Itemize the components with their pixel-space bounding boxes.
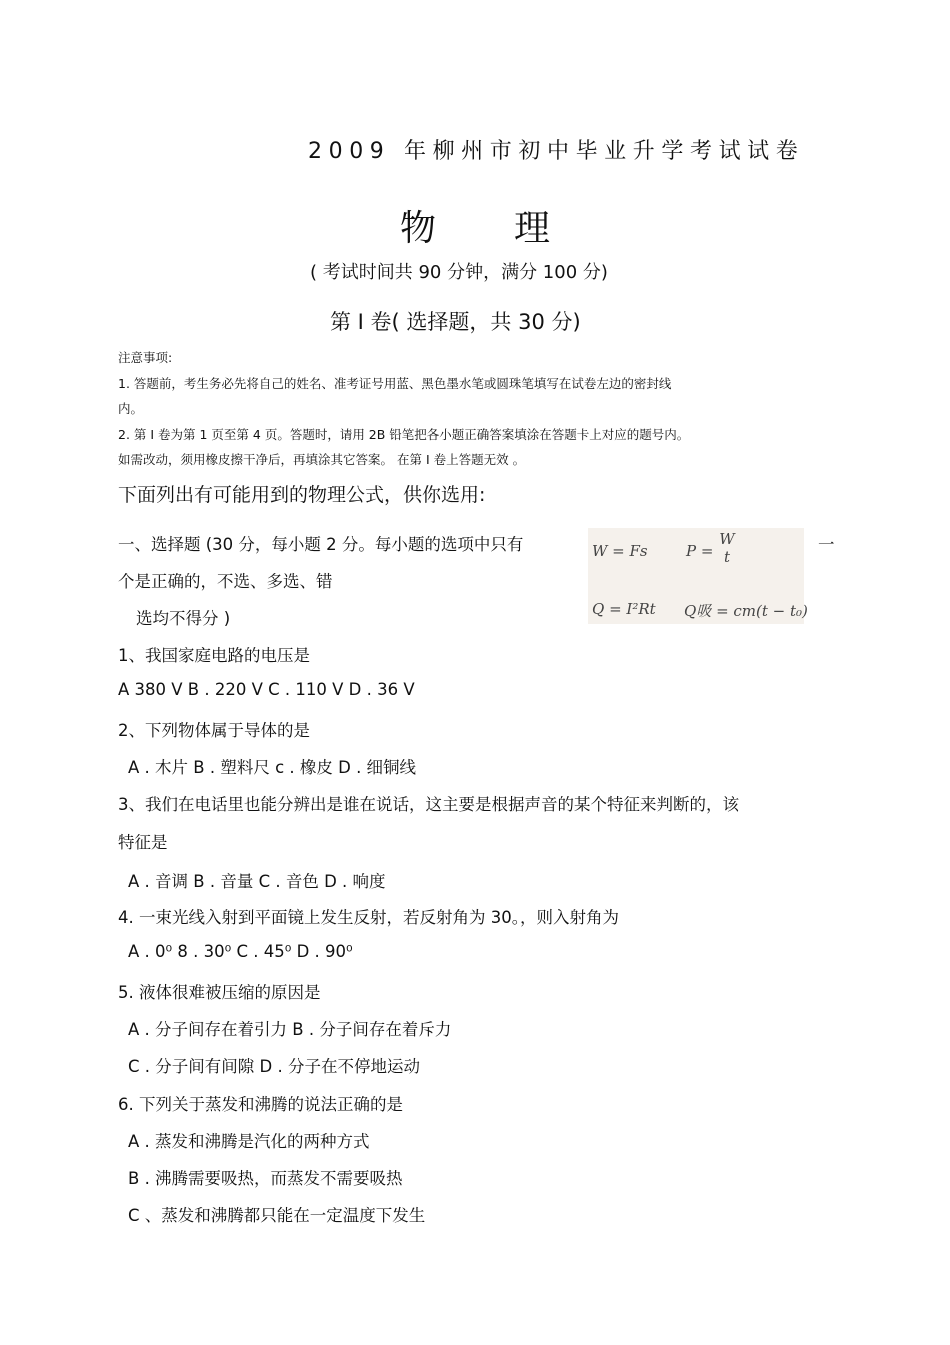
question-stem: 2、下列物体属于导体的是 <box>118 721 310 740</box>
exam-duration: ( 考试时间共 90 分钟，满分 100 分) <box>310 262 608 283</box>
question-stem: 特征是 <box>118 833 168 852</box>
section-instruction: 选均不得分 ) <box>136 609 231 628</box>
question-options: A 380 V B . 220 V C . 110 V D . 36 V <box>118 680 415 699</box>
subject-char-1: 物 <box>400 208 437 249</box>
question-stem: 1、我国家庭电路的电压是 <box>118 646 310 665</box>
notes-line: 内。 <box>118 401 144 416</box>
question-stem: 5. 液体很难被压缩的原因是 <box>118 983 321 1002</box>
notes-line: 如需改动，须用橡皮擦干净后，再填涂其它答案。 在第 I 卷上答题无效 。 <box>118 452 526 467</box>
formula-image <box>588 528 808 624</box>
question-stem: 3、我们在电话里也能分辨出是谁在说话，这主要是根据声音的某个特征来判断的，该 <box>118 795 739 814</box>
formula-power-fraction <box>718 530 736 566</box>
fraction-numerator: W <box>719 530 735 548</box>
formula-heat: Q = I²Rt <box>592 600 656 618</box>
section-instruction-tail: 一 <box>818 535 835 554</box>
question-stem: 4. 一束光线入射到平面镜上发生反射，若反射角为 30。，则入射角为 <box>118 908 619 927</box>
notes-line: 2. 第 I 卷为第 1 页至第 4 页。答题时，请用 2B 铅笔把各小题正确答案填涂在答题卡上对应的题号内。 <box>118 427 690 442</box>
question-options: A . 分子间存在着引力 B . 分子间存在着斥力 <box>128 1020 452 1039</box>
fraction-denominator: t <box>723 548 731 566</box>
notes-heading: 注意事项: <box>118 350 173 365</box>
question-options: B . 沸腾需要吸热，而蒸发不需要吸热 <box>128 1169 403 1188</box>
subject-char-2: 理 <box>514 208 551 249</box>
section-instruction: 个是正确的，不选、多选、错 <box>118 572 333 591</box>
question-options: A . 音调 B . 音量 C . 音色 D . 响度 <box>128 872 386 891</box>
formula-intro: 下面列出有可能用到的物理公式，供你选用: <box>118 484 486 506</box>
question-options: C 、蒸发和沸腾都只能在一定温度下发生 <box>128 1206 426 1225</box>
section-instruction: 一、选择题 (30 分，每小题 2 分。每小题的选项中只有 <box>118 535 524 554</box>
question-options: A . 蒸发和沸腾是汽化的两种方式 <box>128 1132 370 1151</box>
volume-heading: 第 I 卷( 选择题，共 30 分) <box>330 310 581 334</box>
question-stem: 6. 下列关于蒸发和沸腾的说法正确的是 <box>118 1095 403 1114</box>
formula-power-left: P = <box>686 542 714 560</box>
exam-title: 2009 年柳州市初中毕业升学考试试卷 <box>308 139 805 164</box>
formula-work: W = Fs <box>592 542 648 560</box>
question-options: A . 0⁰ 8 . 30⁰ C . 45⁰ D . 90⁰ <box>128 942 353 961</box>
question-options: A . 木片 B . 塑料尺 c . 橡皮 D . 细铜线 <box>128 758 417 777</box>
question-options: C . 分子间有间隙 D . 分子在不停地运动 <box>128 1057 420 1076</box>
subject-title <box>400 200 550 251</box>
notes-line: 1. 答题前，考生务必先将自己的姓名、准考证号用蓝、黑色墨水笔或圆珠笔填写在试卷左边的密封线 <box>118 376 672 391</box>
formula-heat-absorbed: Q吸 = cm(t − t₀) <box>684 602 808 620</box>
